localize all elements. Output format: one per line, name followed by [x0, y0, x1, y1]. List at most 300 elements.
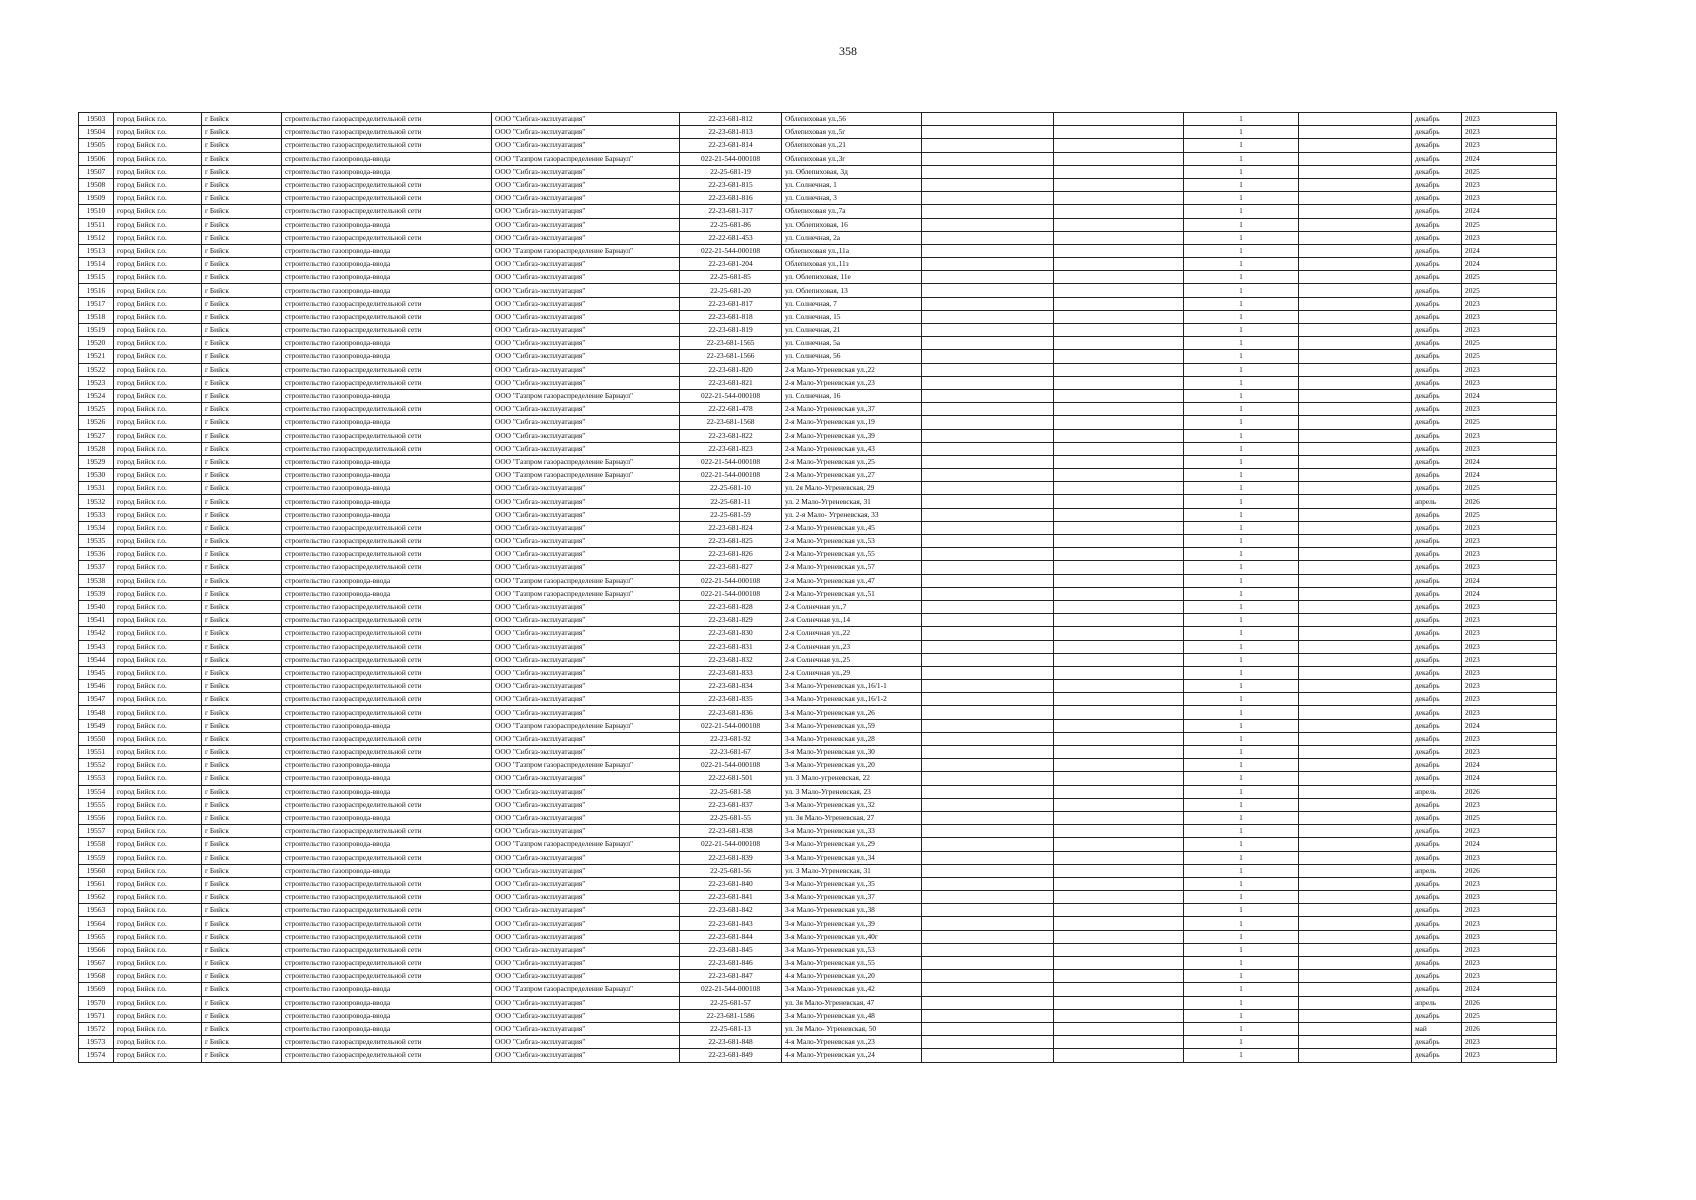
cell-organization: ООО "Сибгаз-эксплуатация" — [492, 258, 680, 271]
cell-month: декабрь — [1412, 666, 1462, 679]
cell-settlement: г Бийск — [202, 732, 282, 745]
cell-year: 2023 — [1462, 139, 1557, 152]
cell-empty2 — [1054, 548, 1184, 561]
cell-empty1 — [922, 455, 1054, 468]
cell-work-type: строительство газопровода-ввода — [282, 811, 492, 824]
cell-municipality: город Бийск г.о. — [114, 574, 202, 587]
cell-quantity: 1 — [1184, 297, 1299, 310]
cell-year: 2024 — [1462, 759, 1557, 772]
table-body — [79, 113, 1557, 1063]
cell-work-type: строительство газораспределительной сети — [282, 680, 492, 693]
cell-municipality: город Бийск г.о. — [114, 165, 202, 178]
cell-empty2 — [1054, 891, 1184, 904]
cell-address: Облепиховая ул.,11з — [782, 258, 922, 271]
table-row — [79, 416, 1557, 429]
cell-address: 3-я Мало-Угреневская ул.,30 — [782, 746, 922, 759]
cell-municipality: город Бийск г.о. — [114, 825, 202, 838]
table-row — [79, 482, 1557, 495]
cell-municipality: город Бийск г.о. — [114, 772, 202, 785]
cell-quantity: 1 — [1184, 917, 1299, 930]
cell-organization: ООО "Сибгаз-эксплуатация" — [492, 785, 680, 798]
cell-municipality: город Бийск г.о. — [114, 469, 202, 482]
table-row — [79, 943, 1557, 956]
cell-work-type: строительство газораспределительной сети — [282, 310, 492, 323]
table-row — [79, 469, 1557, 482]
cell-address: 3-я Мало-Угреневская ул.,53 — [782, 943, 922, 956]
cell-quantity: 1 — [1184, 706, 1299, 719]
cell-address: 3-я Мало-Угреневская ул.,39 — [782, 917, 922, 930]
cell-empty3 — [1299, 205, 1412, 218]
cell-code: 22-23-681-841 — [680, 891, 782, 904]
cell-code: 22-23-681-822 — [680, 429, 782, 442]
cell-organization: ООО "Сибгаз-эксплуатация" — [492, 811, 680, 824]
cell-work-type: строительство газораспределительной сети — [282, 930, 492, 943]
cell-quantity: 1 — [1184, 983, 1299, 996]
cell-month: декабрь — [1412, 416, 1462, 429]
table-row — [79, 614, 1557, 627]
cell-address: ул. Солнечная, 2а — [782, 231, 922, 244]
cell-month: декабрь — [1412, 271, 1462, 284]
cell-organization: ООО "Сибгаз-эксплуатация" — [492, 1036, 680, 1049]
cell-organization: ООО "Газпром газораспределение Барнаул" — [492, 719, 680, 732]
cell-work-type: строительство газопровода-ввода — [282, 983, 492, 996]
cell-code: 022-21-544-000108 — [680, 587, 782, 600]
cell-work-type: строительство газопровода-ввода — [282, 389, 492, 402]
cell-address: 4-я Мало-Угреневская ул.,24 — [782, 1049, 922, 1062]
cell-municipality: город Бийск г.о. — [114, 258, 202, 271]
cell-settlement: г Бийск — [202, 363, 282, 376]
cell-settlement: г Бийск — [202, 561, 282, 574]
cell-work-type: строительство газопровода-ввода — [282, 218, 492, 231]
cell-municipality: город Бийск г.о. — [114, 178, 202, 191]
cell-address: ул. Солнечная, 3 — [782, 192, 922, 205]
cell-work-type: строительство газопровода-ввода — [282, 244, 492, 257]
cell-empty1 — [922, 640, 1054, 653]
cell-work-type: строительство газопровода-ввода — [282, 495, 492, 508]
cell-work-type: строительство газораспределительной сети — [282, 1049, 492, 1062]
cell-organization: ООО "Сибгаз-эксплуатация" — [492, 548, 680, 561]
cell-empty3 — [1299, 271, 1412, 284]
cell-year: 2024 — [1462, 205, 1557, 218]
cell-empty2 — [1054, 983, 1184, 996]
cell-organization: ООО "Сибгаз-эксплуатация" — [492, 627, 680, 640]
cell-work-type: строительство газораспределительной сети — [282, 693, 492, 706]
table-row — [79, 113, 1557, 126]
cell-no: 19550 — [79, 732, 114, 745]
cell-work-type: строительство газопровода-ввода — [282, 996, 492, 1009]
cell-quantity: 1 — [1184, 772, 1299, 785]
cell-month: декабрь — [1412, 904, 1462, 917]
table-row — [79, 666, 1557, 679]
cell-no: 19538 — [79, 574, 114, 587]
cell-year: 2023 — [1462, 231, 1557, 244]
cell-settlement: г Бийск — [202, 891, 282, 904]
cell-work-type: строительство газораспределительной сети — [282, 297, 492, 310]
cell-address: 3-я Мало-Угреневская ул.,28 — [782, 732, 922, 745]
cell-code: 022-21-544-000108 — [680, 244, 782, 257]
cell-settlement: г Бийск — [202, 746, 282, 759]
cell-address: 2-я Мало-Угреневская ул.,45 — [782, 521, 922, 534]
cell-empty3 — [1299, 587, 1412, 600]
cell-settlement: г Бийск — [202, 337, 282, 350]
cell-empty3 — [1299, 324, 1412, 337]
cell-code: 22-23-681-820 — [680, 363, 782, 376]
cell-organization: ООО "Сибгаз-эксплуатация" — [492, 825, 680, 838]
cell-settlement: г Бийск — [202, 324, 282, 337]
cell-month: декабрь — [1412, 574, 1462, 587]
cell-quantity: 1 — [1184, 139, 1299, 152]
cell-settlement: г Бийск — [202, 970, 282, 983]
cell-address: 3-я Мало-Угреневская ул.,33 — [782, 825, 922, 838]
cell-month: декабрь — [1412, 389, 1462, 402]
cell-no: 19567 — [79, 957, 114, 970]
cell-municipality: город Бийск г.о. — [114, 297, 202, 310]
cell-address: ул. Солнечная, 1 — [782, 178, 922, 191]
cell-work-type: строительство газопровода-ввода — [282, 772, 492, 785]
cell-month: декабрь — [1412, 943, 1462, 956]
table-row — [79, 271, 1557, 284]
cell-empty2 — [1054, 917, 1184, 930]
cell-municipality: город Бийск г.о. — [114, 600, 202, 613]
cell-empty2 — [1054, 258, 1184, 271]
cell-empty3 — [1299, 139, 1412, 152]
cell-empty1 — [922, 930, 1054, 943]
cell-no: 19557 — [79, 825, 114, 838]
cell-municipality: город Бийск г.о. — [114, 324, 202, 337]
cell-year: 2023 — [1462, 877, 1557, 890]
table-row — [79, 495, 1557, 508]
cell-no: 19530 — [79, 469, 114, 482]
cell-quantity: 1 — [1184, 363, 1299, 376]
cell-settlement: г Бийск — [202, 297, 282, 310]
cell-municipality: город Бийск г.о. — [114, 838, 202, 851]
cell-quantity: 1 — [1184, 798, 1299, 811]
cell-settlement: г Бийск — [202, 957, 282, 970]
cell-empty2 — [1054, 877, 1184, 890]
table-row — [79, 811, 1557, 824]
cell-month: апрель — [1412, 785, 1462, 798]
cell-address: ул. 2-я Мало- Угреневская, 33 — [782, 508, 922, 521]
cell-organization: ООО "Сибгаз-эксплуатация" — [492, 521, 680, 534]
cell-municipality: город Бийск г.о. — [114, 126, 202, 139]
cell-organization: ООО "Сибгаз-эксплуатация" — [492, 192, 680, 205]
cell-organization: ООО "Сибгаз-эксплуатация" — [492, 772, 680, 785]
cell-settlement: г Бийск — [202, 587, 282, 600]
cell-quantity: 1 — [1184, 416, 1299, 429]
cell-empty3 — [1299, 284, 1412, 297]
cell-work-type: строительство газопровода-ввода — [282, 785, 492, 798]
cell-address: 2-я Солнечная ул.,22 — [782, 627, 922, 640]
cell-no: 19521 — [79, 350, 114, 363]
cell-code: 22-25-681-19 — [680, 165, 782, 178]
cell-empty1 — [922, 258, 1054, 271]
cell-empty1 — [922, 877, 1054, 890]
cell-code: 22-23-681-1568 — [680, 416, 782, 429]
cell-month: декабрь — [1412, 403, 1462, 416]
cell-quantity: 1 — [1184, 838, 1299, 851]
cell-empty2 — [1054, 561, 1184, 574]
cell-month: декабрь — [1412, 231, 1462, 244]
cell-work-type: строительство газопровода-ввода — [282, 271, 492, 284]
cell-organization: ООО "Сибгаз-эксплуатация" — [492, 851, 680, 864]
cell-no: 19569 — [79, 983, 114, 996]
cell-no: 19537 — [79, 561, 114, 574]
cell-work-type: строительство газораспределительной сети — [282, 126, 492, 139]
cell-empty3 — [1299, 877, 1412, 890]
cell-year: 2023 — [1462, 178, 1557, 191]
cell-month: декабрь — [1412, 521, 1462, 534]
cell-year: 2023 — [1462, 732, 1557, 745]
cell-month: декабрь — [1412, 877, 1462, 890]
cell-empty2 — [1054, 113, 1184, 126]
cell-year: 2023 — [1462, 192, 1557, 205]
cell-year: 2024 — [1462, 772, 1557, 785]
cell-empty2 — [1054, 746, 1184, 759]
cell-organization: ООО "Газпром газораспределение Барнаул" — [492, 389, 680, 402]
cell-settlement: г Бийск — [202, 113, 282, 126]
cell-month: декабрь — [1412, 455, 1462, 468]
cell-address: 3-я Мало-Угреневская ул.,37 — [782, 891, 922, 904]
cell-month: декабрь — [1412, 244, 1462, 257]
cell-month: декабрь — [1412, 798, 1462, 811]
table-row — [79, 891, 1557, 904]
cell-organization: ООО "Сибгаз-эксплуатация" — [492, 231, 680, 244]
cell-empty2 — [1054, 218, 1184, 231]
cell-empty1 — [922, 192, 1054, 205]
cell-empty2 — [1054, 429, 1184, 442]
cell-settlement: г Бийск — [202, 284, 282, 297]
cell-code: 022-21-544-000108 — [680, 455, 782, 468]
cell-no: 19516 — [79, 284, 114, 297]
cell-organization: ООО "Сибгаз-эксплуатация" — [492, 284, 680, 297]
table-row — [79, 759, 1557, 772]
table-row — [79, 521, 1557, 534]
cell-quantity: 1 — [1184, 719, 1299, 732]
cell-settlement: г Бийск — [202, 455, 282, 468]
cell-code: 22-23-681-204 — [680, 258, 782, 271]
cell-month: декабрь — [1412, 600, 1462, 613]
cell-quantity: 1 — [1184, 811, 1299, 824]
cell-quantity: 1 — [1184, 970, 1299, 983]
cell-address: ул. 3я Мало-Угреневская, 47 — [782, 996, 922, 1009]
cell-year: 2024 — [1462, 983, 1557, 996]
cell-work-type: строительство газораспределительной сети — [282, 746, 492, 759]
cell-month: декабрь — [1412, 165, 1462, 178]
cell-empty1 — [922, 139, 1054, 152]
cell-quantity: 1 — [1184, 271, 1299, 284]
cell-code: 22-22-681-453 — [680, 231, 782, 244]
table-row — [79, 389, 1557, 402]
cell-month: декабрь — [1412, 258, 1462, 271]
cell-year: 2024 — [1462, 574, 1557, 587]
cell-municipality: город Бийск г.о. — [114, 429, 202, 442]
cell-empty3 — [1299, 680, 1412, 693]
cell-municipality: город Бийск г.о. — [114, 455, 202, 468]
cell-month: декабрь — [1412, 587, 1462, 600]
cell-work-type: строительство газопровода-ввода — [282, 284, 492, 297]
cell-settlement: г Бийск — [202, 627, 282, 640]
cell-quantity: 1 — [1184, 574, 1299, 587]
table-row — [79, 798, 1557, 811]
cell-address: ул. Солнечная, 16 — [782, 389, 922, 402]
cell-month: декабрь — [1412, 719, 1462, 732]
cell-year: 2023 — [1462, 957, 1557, 970]
cell-empty2 — [1054, 600, 1184, 613]
cell-empty2 — [1054, 297, 1184, 310]
cell-empty1 — [922, 324, 1054, 337]
cell-work-type: строительство газопровода-ввода — [282, 1009, 492, 1022]
cell-empty3 — [1299, 970, 1412, 983]
cell-empty3 — [1299, 389, 1412, 402]
cell-code: 22-23-681-825 — [680, 535, 782, 548]
cell-empty3 — [1299, 653, 1412, 666]
cell-quantity: 1 — [1184, 218, 1299, 231]
cell-no: 19506 — [79, 152, 114, 165]
cell-no: 19553 — [79, 772, 114, 785]
cell-code: 22-25-681-59 — [680, 508, 782, 521]
cell-address: 3-я Мало-Угреневская ул.,48 — [782, 1009, 922, 1022]
cell-empty2 — [1054, 732, 1184, 745]
cell-address: Облепиховая ул.,5г — [782, 126, 922, 139]
cell-month: декабрь — [1412, 891, 1462, 904]
cell-no: 19552 — [79, 759, 114, 772]
cell-empty1 — [922, 416, 1054, 429]
cell-empty2 — [1054, 271, 1184, 284]
cell-quantity: 1 — [1184, 535, 1299, 548]
cell-quantity: 1 — [1184, 877, 1299, 890]
cell-empty1 — [922, 587, 1054, 600]
cell-organization: ООО "Газпром газораспределение Барнаул" — [492, 244, 680, 257]
cell-no: 19524 — [79, 389, 114, 402]
cell-month: декабрь — [1412, 548, 1462, 561]
cell-organization: ООО "Газпром газораспределение Барнаул" — [492, 455, 680, 468]
cell-address: ул. 3я Мало- Угреневская, 50 — [782, 1022, 922, 1035]
cell-address: Облепиховая ул.,7а — [782, 205, 922, 218]
cell-work-type: строительство газораспределительной сети — [282, 917, 492, 930]
cell-quantity: 1 — [1184, 1022, 1299, 1035]
cell-organization: ООО "Сибгаз-эксплуатация" — [492, 363, 680, 376]
table-row — [79, 627, 1557, 640]
cell-quantity: 1 — [1184, 851, 1299, 864]
cell-empty2 — [1054, 970, 1184, 983]
cell-empty1 — [922, 561, 1054, 574]
cell-year: 2025 — [1462, 337, 1557, 350]
cell-year: 2023 — [1462, 930, 1557, 943]
cell-empty1 — [922, 376, 1054, 389]
table-row — [79, 1049, 1557, 1062]
cell-empty1 — [922, 943, 1054, 956]
cell-month: декабрь — [1412, 152, 1462, 165]
cell-quantity: 1 — [1184, 178, 1299, 191]
cell-empty2 — [1054, 627, 1184, 640]
cell-work-type: строительство газораспределительной сети — [282, 363, 492, 376]
cell-month: декабрь — [1412, 469, 1462, 482]
cell-organization: ООО "Сибгаз-эксплуатация" — [492, 561, 680, 574]
cell-no: 19571 — [79, 1009, 114, 1022]
table-row — [79, 178, 1557, 191]
cell-quantity: 1 — [1184, 904, 1299, 917]
cell-organization: ООО "Сибгаз-эксплуатация" — [492, 482, 680, 495]
cell-no: 19566 — [79, 943, 114, 956]
cell-work-type: строительство газопровода-ввода — [282, 482, 492, 495]
cell-address: 3-я Мало-Угреневская ул.,34 — [782, 851, 922, 864]
cell-year: 2023 — [1462, 640, 1557, 653]
cell-empty1 — [922, 759, 1054, 772]
cell-work-type: строительство газопровода-ввода — [282, 455, 492, 468]
cell-address: ул. Облепиховая, 13 — [782, 284, 922, 297]
cell-empty3 — [1299, 482, 1412, 495]
cell-address: ул. Солнечная, 15 — [782, 310, 922, 323]
cell-no: 19561 — [79, 877, 114, 890]
cell-code: 22-25-681-11 — [680, 495, 782, 508]
cell-organization: ООО "Газпром газораспределение Барнаул" — [492, 574, 680, 587]
cell-settlement: г Бийск — [202, 442, 282, 455]
cell-municipality: город Бийск г.о. — [114, 363, 202, 376]
cell-year: 2023 — [1462, 429, 1557, 442]
cell-empty1 — [922, 825, 1054, 838]
cell-month: апрель — [1412, 495, 1462, 508]
cell-month: декабрь — [1412, 732, 1462, 745]
cell-month: декабрь — [1412, 746, 1462, 759]
cell-no: 19504 — [79, 126, 114, 139]
cell-settlement: г Бийск — [202, 983, 282, 996]
cell-work-type: строительство газопровода-ввода — [282, 350, 492, 363]
cell-empty2 — [1054, 178, 1184, 191]
cell-no: 19562 — [79, 891, 114, 904]
cell-municipality: город Бийск г.о. — [114, 416, 202, 429]
cell-empty1 — [922, 1009, 1054, 1022]
cell-code: 22-23-681-813 — [680, 126, 782, 139]
table-row — [79, 165, 1557, 178]
cell-empty3 — [1299, 693, 1412, 706]
cell-address: 3-я Мало-Угреневская ул.,35 — [782, 877, 922, 890]
cell-settlement: г Бийск — [202, 772, 282, 785]
cell-address: ул. 2 Мало-Угреневская, 31 — [782, 495, 922, 508]
cell-quantity: 1 — [1184, 152, 1299, 165]
cell-code: 22-23-681-839 — [680, 851, 782, 864]
cell-code: 22-23-681-826 — [680, 548, 782, 561]
cell-municipality: город Бийск г.о. — [114, 284, 202, 297]
cell-settlement: г Бийск — [202, 917, 282, 930]
cell-work-type: строительство газораспределительной сети — [282, 904, 492, 917]
cell-no: 19543 — [79, 640, 114, 653]
cell-no: 19526 — [79, 416, 114, 429]
cell-year: 2024 — [1462, 258, 1557, 271]
cell-no: 19559 — [79, 851, 114, 864]
cell-empty3 — [1299, 772, 1412, 785]
cell-organization: ООО "Сибгаз-эксплуатация" — [492, 614, 680, 627]
cell-quantity: 1 — [1184, 482, 1299, 495]
cell-year: 2023 — [1462, 403, 1557, 416]
cell-month: декабрь — [1412, 561, 1462, 574]
cell-settlement: г Бийск — [202, 759, 282, 772]
table-row — [79, 205, 1557, 218]
cell-year: 2024 — [1462, 389, 1557, 402]
cell-code: 22-23-681-1565 — [680, 337, 782, 350]
cell-empty3 — [1299, 152, 1412, 165]
cell-empty2 — [1054, 996, 1184, 1009]
cell-empty2 — [1054, 495, 1184, 508]
cell-no: 19563 — [79, 904, 114, 917]
cell-code: 22-23-681-1586 — [680, 1009, 782, 1022]
cell-code: 22-23-681-818 — [680, 310, 782, 323]
cell-empty1 — [922, 957, 1054, 970]
cell-code: 22-23-681-838 — [680, 825, 782, 838]
cell-empty3 — [1299, 297, 1412, 310]
cell-work-type: строительство газораспределительной сети — [282, 548, 492, 561]
cell-empty2 — [1054, 653, 1184, 666]
table-row — [79, 719, 1557, 732]
